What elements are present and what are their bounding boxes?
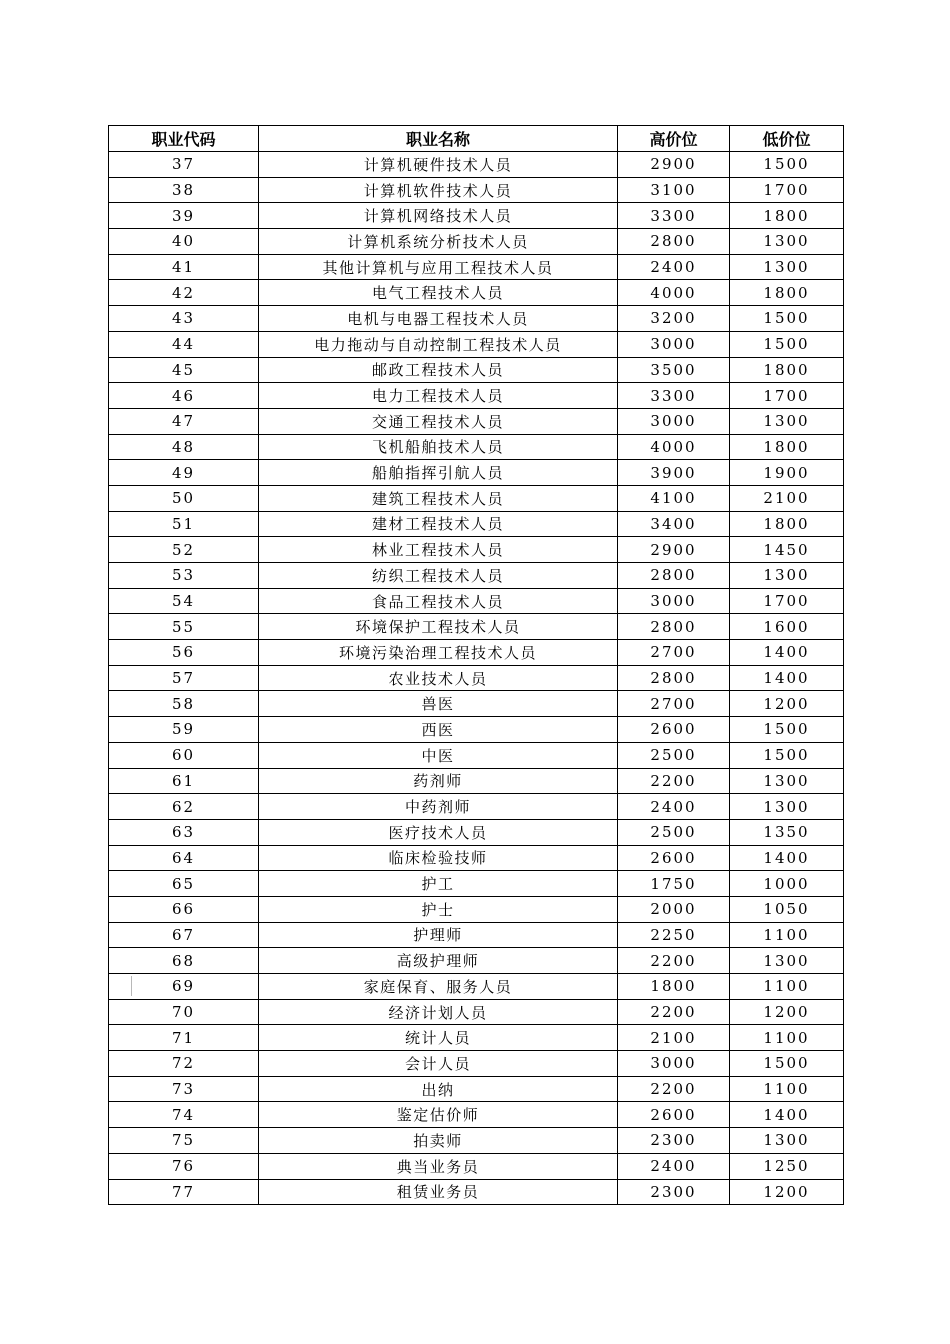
low-price-cell: 1450 [730, 537, 844, 563]
occupation-name-cell: 环境污染治理工程技术人员 [259, 640, 618, 666]
high-price-cell: 3000 [618, 588, 730, 614]
high-price-cell: 2500 [618, 742, 730, 768]
table-row [109, 1076, 844, 1102]
low-price-cell: 1300 [730, 768, 844, 794]
occupation-name-cell: 典当业务员 [259, 1153, 618, 1179]
occupation-name-cell: 飞机船舶技术人员 [259, 434, 618, 460]
occupation-name-cell: 纺织工程技术人员 [259, 563, 618, 589]
high-price-cell: 2000 [618, 896, 730, 922]
table-row [109, 1051, 844, 1077]
occupation-code-cell: 57 [109, 665, 259, 691]
low-price-cell: 1700 [730, 383, 844, 409]
high-price-cell: 4000 [618, 434, 730, 460]
table-row [109, 768, 844, 794]
header-low-price: 低价位 [730, 126, 844, 152]
table-row [109, 614, 844, 640]
low-price-cell: 1500 [730, 331, 844, 357]
table-row [109, 408, 844, 434]
table-row [109, 511, 844, 537]
low-price-cell: 1700 [730, 588, 844, 614]
high-price-cell: 2400 [618, 1153, 730, 1179]
low-price-cell: 1300 [730, 254, 844, 280]
low-price-cell: 1100 [730, 1025, 844, 1051]
occupation-name-cell: 农业技术人员 [259, 665, 618, 691]
occupation-code-cell: 43 [109, 306, 259, 332]
occupation-name-cell: 鉴定估价师 [259, 1102, 618, 1128]
low-price-cell: 1700 [730, 177, 844, 203]
table-row [109, 383, 844, 409]
table-row [109, 1102, 844, 1128]
high-price-cell: 3900 [618, 460, 730, 486]
low-price-cell: 1500 [730, 1051, 844, 1077]
occupation-name-cell: 计算机软件技术人员 [259, 177, 618, 203]
occupation-code-cell: 70 [109, 999, 259, 1025]
occupation-code-cell: 71 [109, 1025, 259, 1051]
high-price-cell: 2500 [618, 819, 730, 845]
table-row [109, 331, 844, 357]
high-price-cell: 2400 [618, 254, 730, 280]
occupation-code-cell: 72 [109, 1051, 259, 1077]
occupation-name-cell: 电力工程技术人员 [259, 383, 618, 409]
text-cursor-mark [131, 976, 132, 996]
occupation-code-cell: 42 [109, 280, 259, 306]
occupation-code-cell: 67 [109, 922, 259, 948]
occupation-code-cell: 50 [109, 485, 259, 511]
high-price-cell: 2800 [618, 563, 730, 589]
occupation-code-cell: 56 [109, 640, 259, 666]
table-body [109, 152, 844, 1205]
table-row [109, 742, 844, 768]
high-price-cell: 2250 [618, 922, 730, 948]
header-occupation-code: 职业代码 [109, 126, 259, 152]
occupation-name-cell: 建材工程技术人员 [259, 511, 618, 537]
table-row [109, 640, 844, 666]
table-row [109, 665, 844, 691]
low-price-cell: 1300 [730, 948, 844, 974]
occupation-name-cell: 船舶指挥引航人员 [259, 460, 618, 486]
low-price-cell: 1300 [730, 408, 844, 434]
table-row [109, 357, 844, 383]
occupation-code-cell: 77 [109, 1179, 259, 1205]
low-price-cell: 1900 [730, 460, 844, 486]
table-row [109, 845, 844, 871]
occupation-name-cell: 经济计划人员 [259, 999, 618, 1025]
table-row [109, 1153, 844, 1179]
high-price-cell: 2200 [618, 948, 730, 974]
high-price-cell: 3400 [618, 511, 730, 537]
table-row [109, 460, 844, 486]
table-row [109, 1025, 844, 1051]
low-price-cell: 1100 [730, 974, 844, 1000]
high-price-cell: 2900 [618, 537, 730, 563]
table-row [109, 434, 844, 460]
occupation-name-cell: 计算机网络技术人员 [259, 203, 618, 229]
low-price-cell: 1500 [730, 742, 844, 768]
high-price-cell: 2300 [618, 1128, 730, 1154]
occupation-name-cell: 交通工程技术人员 [259, 408, 618, 434]
table-row [109, 229, 844, 255]
occupation-name-cell: 邮政工程技术人员 [259, 357, 618, 383]
low-price-cell: 1400 [730, 1102, 844, 1128]
table-row [109, 152, 844, 178]
high-price-cell: 2100 [618, 1025, 730, 1051]
occupation-name-cell: 计算机硬件技术人员 [259, 152, 618, 178]
low-price-cell: 1600 [730, 614, 844, 640]
high-price-cell: 2400 [618, 794, 730, 820]
high-price-cell: 3300 [618, 383, 730, 409]
low-price-cell: 1350 [730, 819, 844, 845]
occupation-name-cell: 林业工程技术人员 [259, 537, 618, 563]
table-row [109, 1179, 844, 1205]
occupation-code-cell: 55 [109, 614, 259, 640]
occupation-name-cell: 电气工程技术人员 [259, 280, 618, 306]
occupation-code-cell: 62 [109, 794, 259, 820]
occupation-code-cell: 63 [109, 819, 259, 845]
occupation-name-cell: 电机与电器工程技术人员 [259, 306, 618, 332]
occupation-code-cell: 74 [109, 1102, 259, 1128]
low-price-cell: 1800 [730, 357, 844, 383]
occupation-name-cell: 医疗技术人员 [259, 819, 618, 845]
occupation-code-cell: 65 [109, 871, 259, 897]
table-row [109, 948, 844, 974]
occupation-code-cell: 51 [109, 511, 259, 537]
high-price-cell: 3100 [618, 177, 730, 203]
occupation-name-cell: 建筑工程技术人员 [259, 485, 618, 511]
high-price-cell: 2200 [618, 768, 730, 794]
occupation-name-cell: 西医 [259, 717, 618, 743]
table-row [109, 537, 844, 563]
occupation-code-cell: 44 [109, 331, 259, 357]
occupation-name-cell: 护士 [259, 896, 618, 922]
low-price-cell: 1500 [730, 717, 844, 743]
occupation-name-cell: 中医 [259, 742, 618, 768]
low-price-cell: 1500 [730, 152, 844, 178]
low-price-cell: 1100 [730, 1076, 844, 1102]
occupation-code-cell: 73 [109, 1076, 259, 1102]
occupation-code-cell: 38 [109, 177, 259, 203]
high-price-cell: 2700 [618, 691, 730, 717]
low-price-cell: 1000 [730, 871, 844, 897]
occupation-code-cell: 47 [109, 408, 259, 434]
low-price-cell: 1800 [730, 203, 844, 229]
table-row [109, 871, 844, 897]
high-price-cell: 2800 [618, 665, 730, 691]
occupation-code-cell: 40 [109, 229, 259, 255]
low-price-cell: 1800 [730, 434, 844, 460]
low-price-cell: 1100 [730, 922, 844, 948]
low-price-cell: 1800 [730, 511, 844, 537]
high-price-cell: 2200 [618, 999, 730, 1025]
occupation-code-cell: 66 [109, 896, 259, 922]
high-price-cell: 2200 [618, 1076, 730, 1102]
occupation-code-cell: 69 [109, 974, 259, 1000]
occupation-name-cell: 高级护理师 [259, 948, 618, 974]
low-price-cell: 1500 [730, 306, 844, 332]
low-price-cell: 2100 [730, 485, 844, 511]
high-price-cell: 2700 [618, 640, 730, 666]
occupation-code-cell: 52 [109, 537, 259, 563]
table-row [109, 485, 844, 511]
table-row [109, 896, 844, 922]
occupation-name-cell: 药剂师 [259, 768, 618, 794]
high-price-cell: 4100 [618, 485, 730, 511]
low-price-cell: 1200 [730, 999, 844, 1025]
table-row [109, 691, 844, 717]
low-price-cell: 1400 [730, 845, 844, 871]
low-price-cell: 1200 [730, 691, 844, 717]
occupation-name-cell: 会计人员 [259, 1051, 618, 1077]
occupation-code-cell: 37 [109, 152, 259, 178]
occupation-name-cell: 家庭保育、服务人员 [259, 974, 618, 1000]
high-price-cell: 3000 [618, 1051, 730, 1077]
high-price-cell: 3000 [618, 408, 730, 434]
occupation-code-cell: 60 [109, 742, 259, 768]
high-price-cell: 1750 [618, 871, 730, 897]
occupation-name-cell: 统计人员 [259, 1025, 618, 1051]
occupation-name-cell: 拍卖师 [259, 1128, 618, 1154]
header-occupation-name: 职业名称 [259, 126, 618, 152]
table-row [109, 203, 844, 229]
occupation-code-cell: 46 [109, 383, 259, 409]
table-row [109, 306, 844, 332]
occupation-name-cell: 临床检验技师 [259, 845, 618, 871]
table-row [109, 254, 844, 280]
occupation-name-cell: 中药剂师 [259, 794, 618, 820]
high-price-cell: 1800 [618, 974, 730, 1000]
high-price-cell: 3200 [618, 306, 730, 332]
high-price-cell: 2300 [618, 1179, 730, 1205]
high-price-cell: 2600 [618, 845, 730, 871]
occupation-code-cell: 75 [109, 1128, 259, 1154]
low-price-cell: 1250 [730, 1153, 844, 1179]
occupation-name-cell: 电力拖动与自动控制工程技术人员 [259, 331, 618, 357]
occupation-code-cell: 49 [109, 460, 259, 486]
occupation-code-cell: 68 [109, 948, 259, 974]
high-price-cell: 4000 [618, 280, 730, 306]
table-row [109, 177, 844, 203]
high-price-cell: 2900 [618, 152, 730, 178]
occupation-code-cell: 54 [109, 588, 259, 614]
occupation-code-cell: 61 [109, 768, 259, 794]
low-price-cell: 1400 [730, 665, 844, 691]
high-price-cell: 3500 [618, 357, 730, 383]
low-price-cell: 1300 [730, 563, 844, 589]
header-high-price: 高价位 [618, 126, 730, 152]
table-row [109, 819, 844, 845]
occupation-code-cell: 39 [109, 203, 259, 229]
occupation-name-cell: 兽医 [259, 691, 618, 717]
table-row [109, 717, 844, 743]
table-row [109, 794, 844, 820]
table-row [109, 1128, 844, 1154]
low-price-cell: 1050 [730, 896, 844, 922]
occupation-code-cell: 45 [109, 357, 259, 383]
table-row [109, 280, 844, 306]
low-price-cell: 1300 [730, 794, 844, 820]
occupation-name-cell: 环境保护工程技术人员 [259, 614, 618, 640]
occupation-name-cell: 食品工程技术人员 [259, 588, 618, 614]
occupation-code-cell: 53 [109, 563, 259, 589]
table-row [109, 922, 844, 948]
high-price-cell: 2600 [618, 717, 730, 743]
low-price-cell: 1300 [730, 229, 844, 255]
low-price-cell: 1200 [730, 1179, 844, 1205]
table-row [109, 563, 844, 589]
low-price-cell: 1300 [730, 1128, 844, 1154]
occupation-name-cell: 计算机系统分析技术人员 [259, 229, 618, 255]
occupation-code-cell: 59 [109, 717, 259, 743]
occupation-code-cell: 48 [109, 434, 259, 460]
occupation-code-cell: 41 [109, 254, 259, 280]
occupation-code-cell: 76 [109, 1153, 259, 1179]
table-header-row [109, 126, 844, 152]
occupation-name-cell: 护理师 [259, 922, 618, 948]
occupation-name-cell: 护工 [259, 871, 618, 897]
table-row [109, 974, 844, 1000]
occupation-name-cell: 租赁业务员 [259, 1179, 618, 1205]
occupation-wage-table [108, 125, 844, 1205]
occupation-code-cell: 58 [109, 691, 259, 717]
occupation-name-cell: 出纳 [259, 1076, 618, 1102]
low-price-cell: 1800 [730, 280, 844, 306]
occupation-code-cell: 64 [109, 845, 259, 871]
high-price-cell: 2800 [618, 229, 730, 255]
table-row [109, 588, 844, 614]
occupation-name-cell: 其他计算机与应用工程技术人员 [259, 254, 618, 280]
high-price-cell: 2600 [618, 1102, 730, 1128]
low-price-cell: 1400 [730, 640, 844, 666]
high-price-cell: 2800 [618, 614, 730, 640]
table-row [109, 999, 844, 1025]
high-price-cell: 3000 [618, 331, 730, 357]
high-price-cell: 3300 [618, 203, 730, 229]
